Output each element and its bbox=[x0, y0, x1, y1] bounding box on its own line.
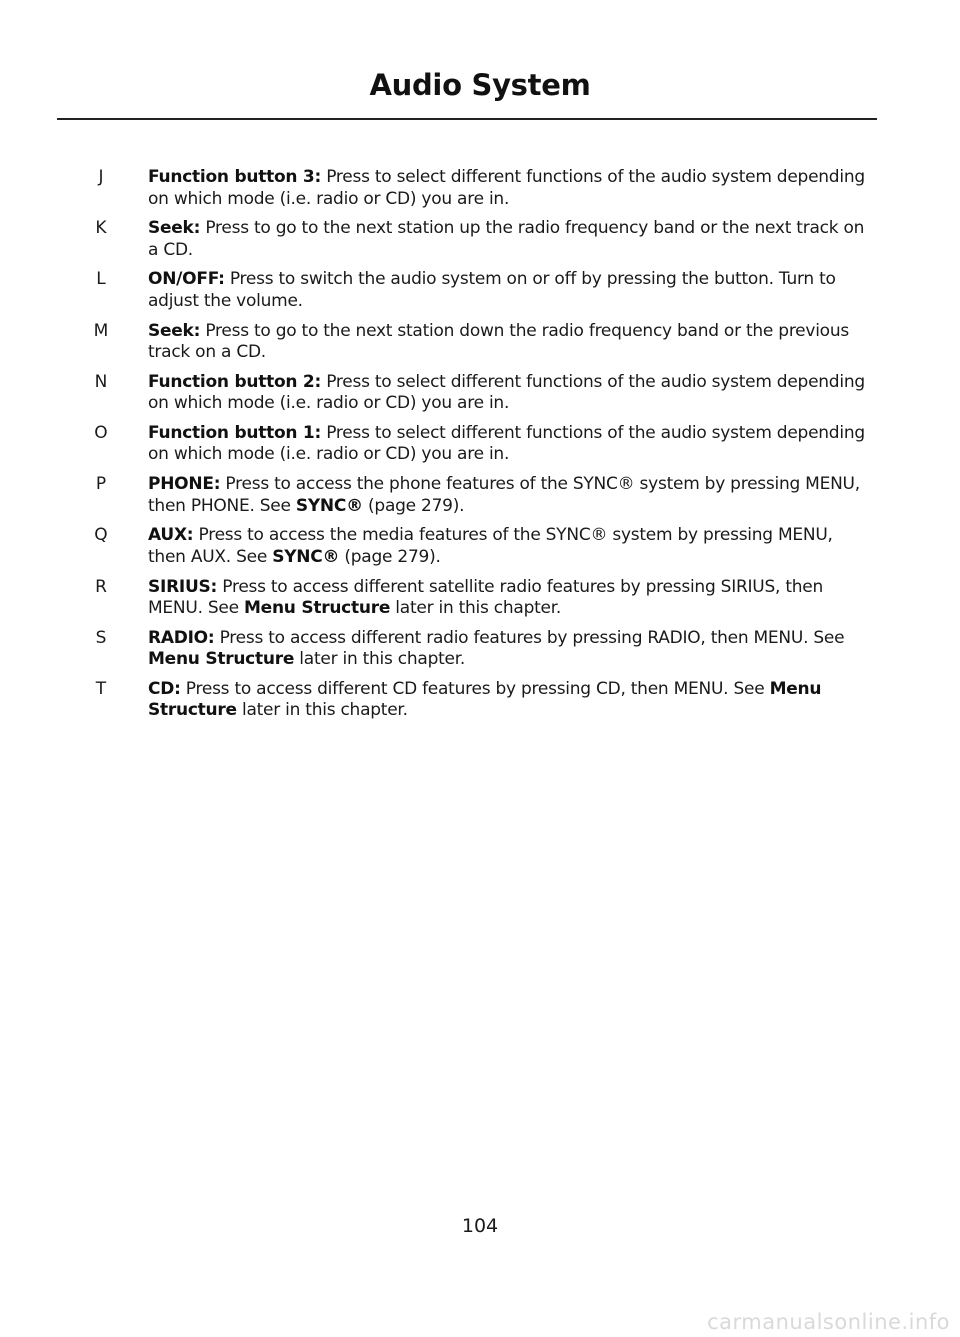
legend-body: Press to access the media features of the SYNC® system by pressing MENU, then AUX. See bbox=[148, 525, 833, 567]
legend-body: Press to go to the next station up the radio frequency band or the next track on a CD. bbox=[148, 218, 865, 260]
legend-body: Press to select different functions of the audio system depending on which mode (i.e. radio or CD) you are in. bbox=[148, 422, 865, 465]
legend-label: Function button 1: bbox=[148, 422, 322, 443]
legend-entry-l bbox=[0, 269, 960, 311]
legend-description bbox=[148, 474, 872, 517]
legend-letter: T bbox=[95, 678, 107, 699]
control-legend-list bbox=[0, 167, 960, 730]
legend-letter: S bbox=[95, 627, 107, 648]
legend-body: Press to switch the audio system on or off by pressing the button. Turn to adjust the volume. bbox=[148, 269, 836, 311]
legend-entry-q bbox=[0, 525, 960, 567]
legend-body-tail: (page 279). bbox=[339, 546, 441, 567]
legend-description bbox=[148, 525, 872, 568]
page-number: 104 bbox=[461, 1215, 499, 1237]
legend-body: Press to access different satellite radio features by pressing SIRIUS, then MENU. See bbox=[148, 576, 823, 618]
legend-label: SIRIUS: bbox=[148, 576, 218, 597]
legend-entry-s bbox=[0, 628, 960, 670]
page-title: Audio System bbox=[369, 68, 591, 102]
legend-entry-t bbox=[0, 679, 960, 721]
legend-entry-r bbox=[0, 577, 960, 619]
legend-label: AUX: bbox=[148, 525, 194, 546]
legend-letter: P bbox=[95, 474, 107, 495]
legend-letter: Q bbox=[94, 525, 108, 546]
legend-label: Seek: bbox=[148, 218, 201, 239]
legend-description bbox=[148, 321, 872, 364]
legend-entry-m bbox=[0, 321, 960, 363]
legend-label: Seek: bbox=[148, 320, 201, 341]
legend-body-tail: later in this chapter. bbox=[294, 649, 466, 670]
legend-body-tail: later in this chapter. bbox=[390, 598, 562, 618]
legend-body: Press to access the phone features of the SYNC® system by pressing MENU, then PHONE. See bbox=[148, 474, 860, 516]
legend-entry-o bbox=[0, 423, 960, 465]
legend-label: Function button 2: bbox=[148, 371, 322, 392]
legend-description bbox=[148, 679, 872, 722]
header-rule bbox=[57, 118, 877, 120]
legend-description bbox=[148, 372, 872, 415]
legend-body: Press to go to the next station down the radio frequency band or the previous track on a CD. bbox=[148, 320, 849, 363]
legend-letter: M bbox=[93, 320, 109, 341]
legend-body: Press to access different CD features by pressing CD, then MENU. See bbox=[180, 678, 770, 699]
legend-entry-k bbox=[0, 218, 960, 260]
legend-label: PHONE: bbox=[148, 474, 221, 495]
legend-letter: L bbox=[96, 269, 106, 290]
legend-letter: J bbox=[98, 167, 104, 187]
legend-letter: N bbox=[94, 371, 108, 392]
legend-letter: K bbox=[95, 218, 107, 239]
legend-description bbox=[148, 423, 872, 466]
legend-description bbox=[148, 269, 872, 312]
cross-reference-link[interactable]: Menu Structure bbox=[148, 678, 822, 721]
cross-reference-link[interactable]: Menu Structure bbox=[244, 598, 391, 618]
cross-reference-link[interactable]: Menu Structure bbox=[148, 649, 295, 670]
legend-label: CD: bbox=[148, 678, 181, 699]
legend-letter: O bbox=[94, 422, 108, 443]
legend-description bbox=[148, 577, 872, 620]
legend-description bbox=[148, 167, 872, 210]
legend-description bbox=[148, 218, 872, 261]
legend-body: Press to access different radio features by pressing RADIO, then MENU. See bbox=[214, 627, 845, 648]
legend-entry-j bbox=[0, 167, 960, 209]
legend-description bbox=[148, 628, 872, 671]
legend-body: Press to select different functions of the audio system depending on which mode (i.e. radio or CD) you are in. bbox=[148, 371, 865, 414]
legend-entry-p bbox=[0, 474, 960, 516]
legend-label: RADIO: bbox=[148, 627, 215, 648]
legend-letter: R bbox=[95, 576, 107, 597]
legend-body-tail: later in this chapter. bbox=[236, 700, 408, 721]
cross-reference-link[interactable]: SYNC® bbox=[272, 546, 340, 567]
legend-body-tail: (page 279). bbox=[362, 495, 465, 516]
legend-entry-n bbox=[0, 372, 960, 414]
site-watermark: carmanualsonline.info bbox=[707, 1310, 950, 1334]
cross-reference-link[interactable]: SYNC® bbox=[295, 495, 363, 516]
legend-label: ON/OFF: bbox=[148, 269, 225, 290]
legend-label: Function button 3: bbox=[148, 167, 322, 187]
legend-body: Press to select different functions of the audio system depending on which mode (i.e. radio or CD) you are in. bbox=[148, 167, 865, 209]
